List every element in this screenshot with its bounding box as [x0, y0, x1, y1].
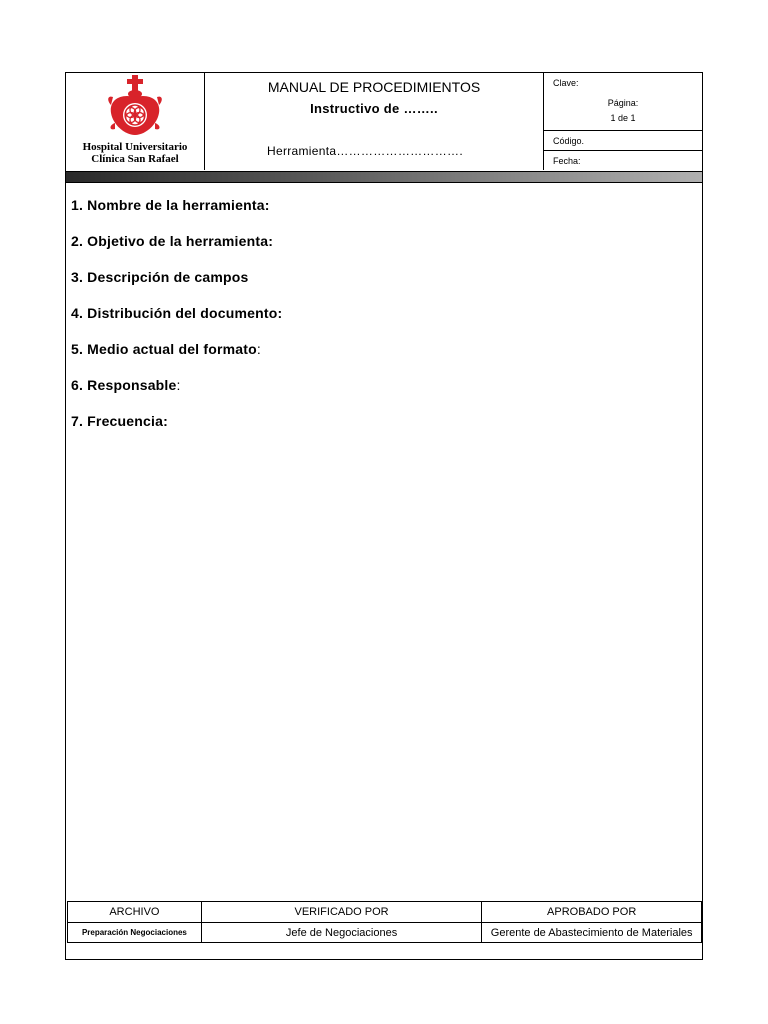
- manual-title: MANUAL DE PROCEDIMIENTOS: [267, 79, 481, 95]
- section-heading-colon: :: [176, 377, 181, 393]
- codigo-label: Código.: [553, 136, 585, 146]
- section-heading-text: 2. Objetivo de la herramienta: [71, 233, 269, 249]
- section-heading: [71, 377, 282, 413]
- instructivo-title: Instructivo de ……..: [310, 101, 438, 116]
- section-heading: [71, 197, 282, 233]
- section-heading-text: 1. Nombre de la herramienta: [71, 197, 265, 213]
- section-heading-text: 3. Descripción de campos: [71, 269, 249, 285]
- section-heading: [71, 341, 282, 377]
- approval-table: [67, 901, 702, 943]
- section-heading-text: 7. Frecuencia: [71, 413, 164, 429]
- document-header: [66, 73, 702, 171]
- section-heading-colon: :: [277, 305, 283, 321]
- section-heading-text: 4. Distribución del documento: [71, 305, 278, 321]
- pagina-value: 1 de 1: [610, 113, 636, 123]
- hospital-logo-icon: [107, 75, 163, 139]
- verificado-header: VERIFICADO POR: [201, 902, 482, 923]
- info-cell: [544, 73, 702, 170]
- logo-cell: [66, 73, 205, 170]
- section-list: [71, 197, 282, 449]
- hospital-name-line2: Clínica San Rafael: [91, 153, 179, 165]
- section-heading-colon: :: [268, 233, 274, 249]
- section-heading-text: 6. Responsable: [71, 377, 177, 393]
- section-heading: [71, 233, 282, 269]
- document-page: [65, 72, 703, 960]
- hospital-name: [66, 141, 204, 165]
- section-heading: [71, 305, 282, 341]
- archivo-header: ARCHIVO: [68, 902, 202, 923]
- approval-footer: [67, 901, 702, 943]
- title-cell: [205, 73, 544, 170]
- approval-value-row: [68, 923, 702, 943]
- clave-pagina-box: [544, 73, 702, 131]
- section-heading-colon: :: [163, 413, 168, 429]
- fecha-label: Fecha:: [553, 156, 581, 166]
- codigo-box: [544, 131, 702, 151]
- hospital-name-line1: Hospital Universitario: [82, 141, 188, 153]
- archivo-value: Preparación Negociaciones: [68, 923, 202, 943]
- header-divider-bar: [66, 171, 702, 183]
- section-heading-text: 5. Medio actual del formato: [71, 341, 257, 357]
- section-heading-colon: :: [256, 341, 261, 357]
- aprobado-value: Gerente de Abastecimiento de Materiales: [482, 923, 702, 943]
- pagina-label: Página:: [607, 98, 639, 108]
- section-heading-colon: :: [264, 197, 270, 213]
- approval-header-row: [68, 902, 702, 923]
- aprobado-header: APROBADO POR: [482, 902, 702, 923]
- fecha-box: [544, 151, 702, 170]
- clave-label: Clave:: [553, 78, 579, 88]
- verificado-value: Jefe de Negociaciones: [201, 923, 482, 943]
- section-heading: [71, 269, 282, 305]
- section-heading: [71, 413, 282, 449]
- herramienta-line: Herramienta………………………….: [267, 144, 463, 158]
